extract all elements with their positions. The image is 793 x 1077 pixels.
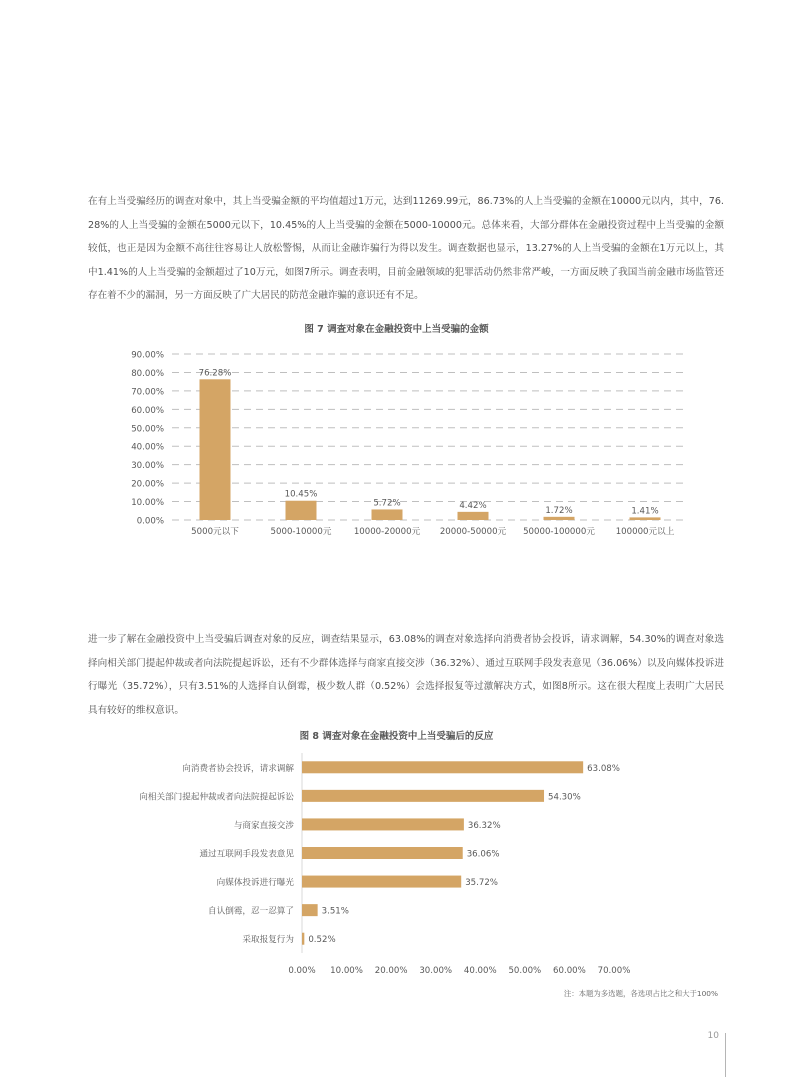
data-label: 36.32% <box>467 820 501 831</box>
x-tick-label: 20000-50000元 <box>439 527 507 537</box>
x-tick-label: 0.00% <box>288 966 316 976</box>
x-tick-label: 10000-20000元 <box>353 527 421 537</box>
page-number-divider <box>725 1033 726 1077</box>
x-tick-label: 30.00% <box>419 966 453 976</box>
category-label: 自认倒霉，忍一忍算了 <box>208 906 294 917</box>
chart8-fraud-reaction <box>0 745 793 985</box>
bar <box>302 818 464 830</box>
chart8-footnote: 注：本题为多选题，各选项占比之和大于100% <box>563 989 718 998</box>
data-label: 54.30% <box>548 792 581 803</box>
data-label: 0.52% <box>308 935 336 946</box>
x-tick-label: 5000元以下 <box>191 527 239 537</box>
chart7-fraud-amount <box>0 340 793 550</box>
category-label: 与商家直接交涉 <box>233 820 294 831</box>
category-label: 通过互联网手段发表意见 <box>199 849 294 860</box>
y-tick-label: 80.00% <box>131 368 164 379</box>
bar <box>372 509 403 520</box>
bar <box>302 933 304 945</box>
x-tick-label: 10.00% <box>330 966 363 976</box>
category-label: 向媒体投诉进行曝光 <box>216 878 294 889</box>
bar <box>200 379 231 520</box>
bar <box>302 876 461 888</box>
paragraph-reaction-analysis: 进一步了解在金融投资中上当受骗后调查对象的反应，调查结果显示，63.08%的调查对象选择向消费者协会投诉，请求调解，54.30%的调查对象选择向相关部门提起仲裁或者向法院提起诉讼，还有不少群体选择与商家直接交涉（36.32%）、通过互联网手段发表意见（36.06%）以及向媒体投诉进行曝光（35.72%），只有3.51%的人选择自认倒霉，极少数人群（0.52%）会选择报复等过激解决方式，如图8所示。这在很大程度上表明广大居民具有较好的维权意识。 <box>88 634 724 716</box>
y-tick-label: 50.00% <box>131 424 164 435</box>
data-label: 1.41% <box>631 506 659 517</box>
x-tick-label: 20.00% <box>374 966 408 976</box>
data-label: 3.51% <box>321 906 349 917</box>
y-tick-label: 90.00% <box>131 350 164 361</box>
data-label: 35.72% <box>465 878 498 889</box>
chart8-title: 图 8 调查对象在金融投资中上当受骗后的反应 <box>299 731 494 742</box>
x-tick-label: 100000元以上 <box>615 527 675 537</box>
data-label: 5.72% <box>373 498 401 509</box>
data-label: 76.28% <box>198 368 232 379</box>
x-tick-label: 40.00% <box>463 966 497 976</box>
paragraph-amount-analysis: 在有上当受骗经历的调查对象中，其上当受骗金额的平均值超过1万元，达到11269.99元，86.73%的人上当受骗的金额在10000元以内，其中，76.28%的人上当受骗的金额在5000元以下，10.45%的人上当受骗的金额在5000-10000元。总体来看，大部分群体在金融投资过程中上当受骗的金额较低，也正是因为金额不高往往容易让人放松警惕，从而让金融诈骗行为得以发生。调查数据也显示，13.27%的人上当受骗的金额在1万元以上，其中1.41%的人上当受骗的金额超过了10万元，如图7所示。调查表明，目前金融领域的犯罪活动仍然非常严峻，一方面反映了我国当前金融市场监管还存在着不少的漏洞，另一方面反映了广大居民的防范金融诈骗的意识还有不足。 <box>88 196 724 301</box>
page-number: 10 <box>707 1031 719 1041</box>
x-tick-label: 60.00% <box>553 966 586 976</box>
bar <box>286 501 317 520</box>
data-label: 36.06% <box>466 849 500 860</box>
category-label: 向消费者协会投诉，请求调解 <box>182 763 294 774</box>
x-tick-label: 50000-100000元 <box>523 527 595 537</box>
y-tick-label: 10.00% <box>131 498 164 509</box>
bar <box>302 904 318 916</box>
bar <box>630 517 661 520</box>
category-label: 采取报复行为 <box>242 935 294 946</box>
x-tick-label: 5000-10000元 <box>270 527 332 537</box>
y-tick-label: 40.00% <box>131 442 164 453</box>
y-tick-label: 60.00% <box>131 405 164 416</box>
x-tick-label: 70.00% <box>597 966 631 976</box>
data-label: 63.08% <box>587 763 620 774</box>
data-label: 1.72% <box>545 505 573 516</box>
data-label: 4.42% <box>459 500 487 511</box>
chart7-title: 图 7 调查对象在金融投资中上当受骗的金额 <box>304 324 489 335</box>
bar <box>302 847 463 859</box>
bar <box>302 761 583 773</box>
data-label: 10.45% <box>284 489 318 500</box>
x-tick-label: 50.00% <box>508 966 542 976</box>
bar <box>458 512 489 520</box>
bar <box>302 790 544 802</box>
bar <box>544 517 575 520</box>
y-tick-label: 70.00% <box>131 387 164 398</box>
y-tick-label: 0.00% <box>136 516 164 527</box>
y-tick-label: 30.00% <box>131 461 164 472</box>
category-label: 向相关部门提起仲裁或者向法院提起诉讼 <box>139 792 294 803</box>
y-tick-label: 20.00% <box>131 479 164 490</box>
